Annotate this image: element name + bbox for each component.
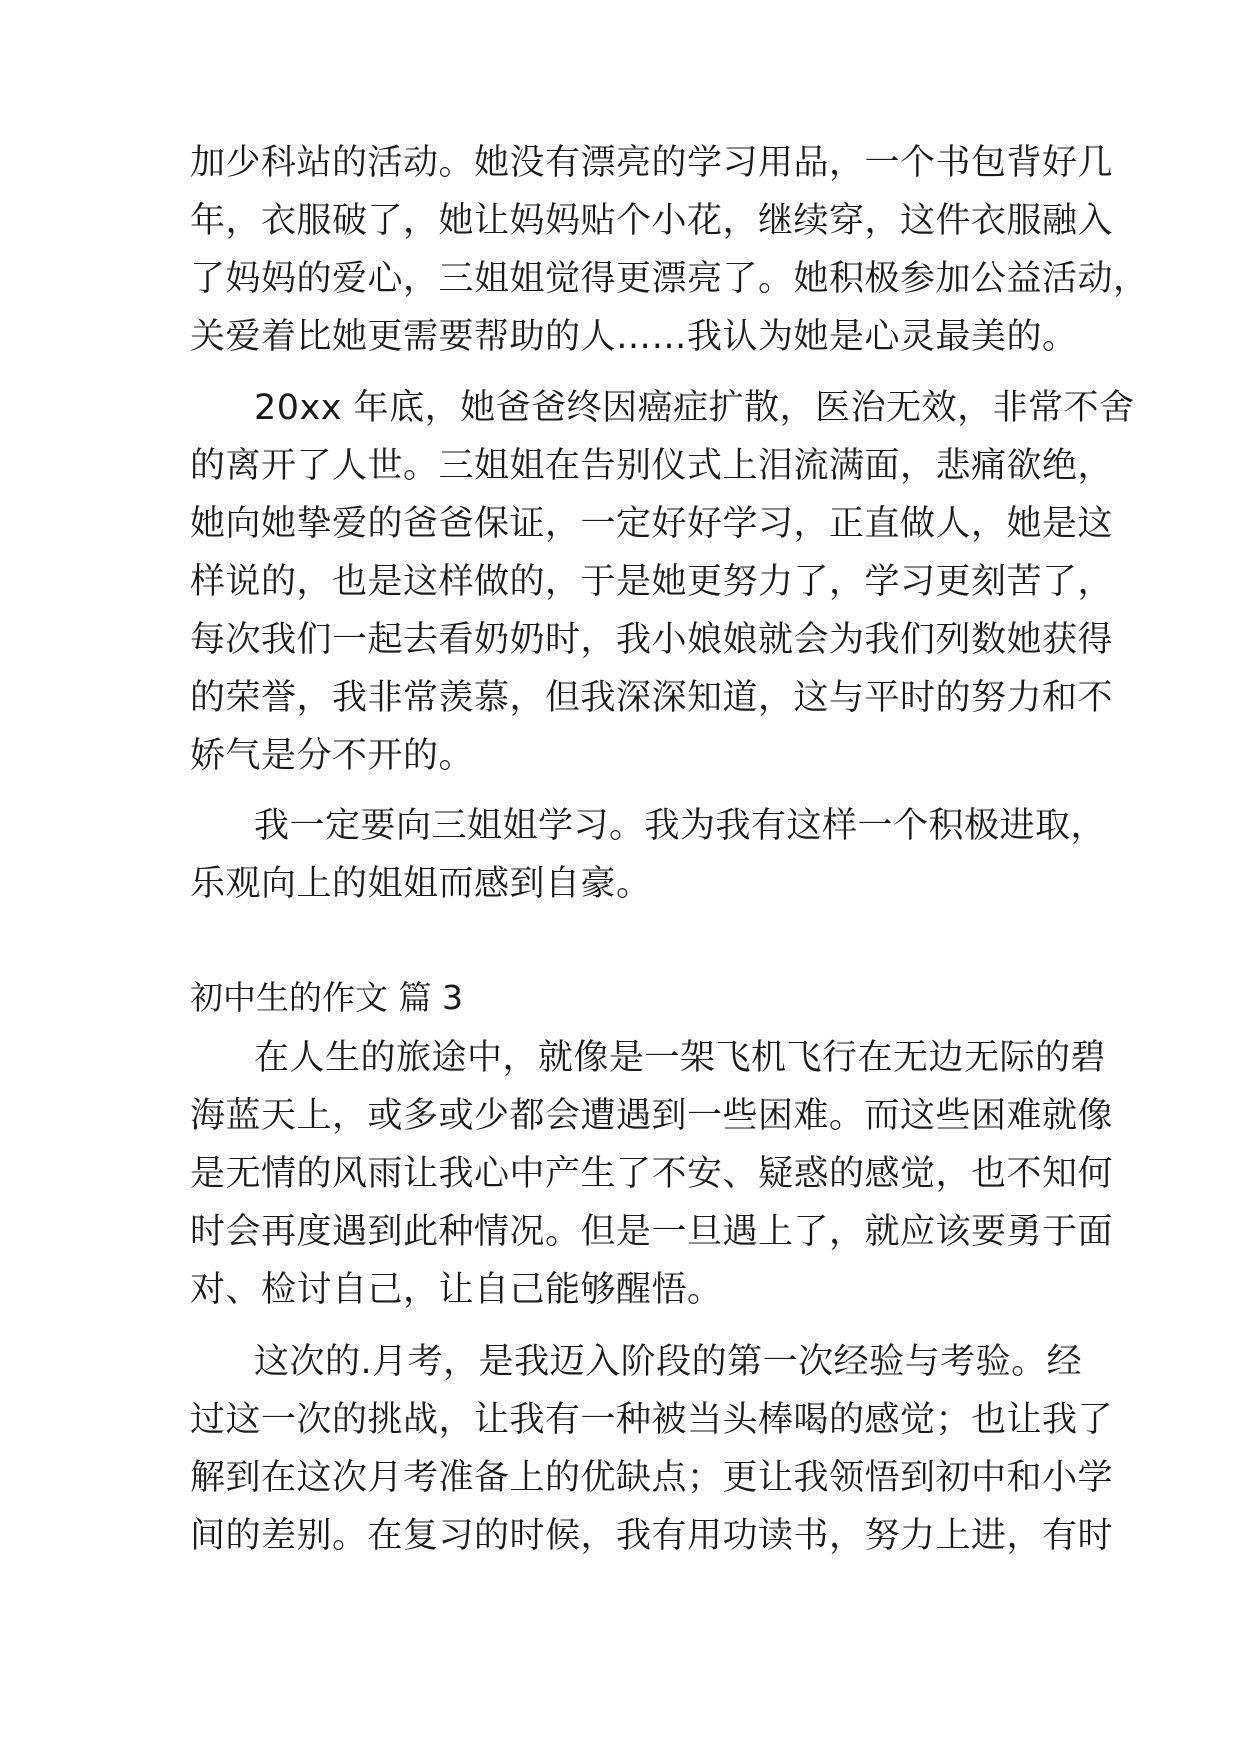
paragraph-2-line-1: 20xx 年底，她爸爸终因癌症扩散，医治无效，非常不舍 bbox=[254, 388, 1135, 428]
section-heading: 初中生的作文 篇 3 bbox=[190, 978, 463, 1017]
section-paragraph-2-line-1: 这次的.月考，是我迈入阶段的第一次经验与考验。经 bbox=[254, 1342, 1083, 1382]
paragraph-3-line-1: 我一定要向三姐姐学习。我为我有这样一个积极进取， bbox=[254, 806, 1107, 846]
section-paragraph-1-line-1: 在人生的旅途中，就像是一架飞机飞行在无边无际的碧 bbox=[254, 1038, 1107, 1078]
paragraph-2-line-7: 娇气是分不开的。 bbox=[190, 736, 475, 776]
paragraph-1-line-3: 了妈妈的爱心，三姐姐觉得更漂亮了。她积极参加公益活动， bbox=[190, 259, 1149, 299]
paragraph-1-line-1: 加少科站的活动。她没有漂亮的学习用品，一个书包背好几 bbox=[190, 143, 1114, 183]
section-paragraph-1-line-3: 是无情的风雨让我心中产生了不安、疑惑的感觉，也不知何 bbox=[190, 1154, 1114, 1194]
paragraph-1-line-4: 关爱着比她更需要帮助的人……我认为她是心灵最美的。 bbox=[190, 317, 1078, 357]
paragraph-2-line-5: 每次我们一起去看奶奶时，我小娘娘就会为我们列数她获得 bbox=[190, 620, 1114, 660]
section-paragraph-1-line-5: 对、检讨自己，让自己能够醒悟。 bbox=[190, 1270, 723, 1310]
section-paragraph-2-line-3: 解到在这次月考准备上的优缺点；更让我领悟到初中和小学 bbox=[190, 1458, 1114, 1498]
paragraph-2-line-4: 样说的，也是这样做的，于是她更努力了，学习更刻苦了， bbox=[190, 562, 1114, 602]
paragraph-2-line-3: 她向她挚爱的爸爸保证，一定好好学习，正直做人，她是这 bbox=[190, 504, 1114, 544]
paragraph-1-line-2: 年，衣服破了，她让妈妈贴个小花，继续穿，这件衣服融入 bbox=[190, 201, 1114, 241]
section-paragraph-1-line-2: 海蓝天上，或多或少都会遭遇到一些困难。而这些困难就像 bbox=[190, 1096, 1114, 1136]
paragraph-2-line-6: 的荣誉，我非常羡慕，但我深深知道，这与平时的努力和不 bbox=[190, 678, 1114, 718]
paragraph-3-line-2: 乐观向上的姐姐而感到自豪。 bbox=[190, 864, 652, 904]
section-paragraph-2-line-2: 过这一次的挑战，让我有一种被当头棒喝的感觉；也让我了 bbox=[190, 1400, 1114, 1440]
section-paragraph-2-line-4: 间的差别。在复习的时候，我有用功读书，努力上进，有时 bbox=[190, 1516, 1114, 1556]
section-paragraph-1-line-4: 时会再度遇到此种情况。但是一旦遇上了，就应该要勇于面 bbox=[190, 1212, 1114, 1252]
paragraph-2-line-2: 的离开了人世。三姐姐在告别仪式上泪流满面，悲痛欲绝， bbox=[190, 446, 1114, 486]
